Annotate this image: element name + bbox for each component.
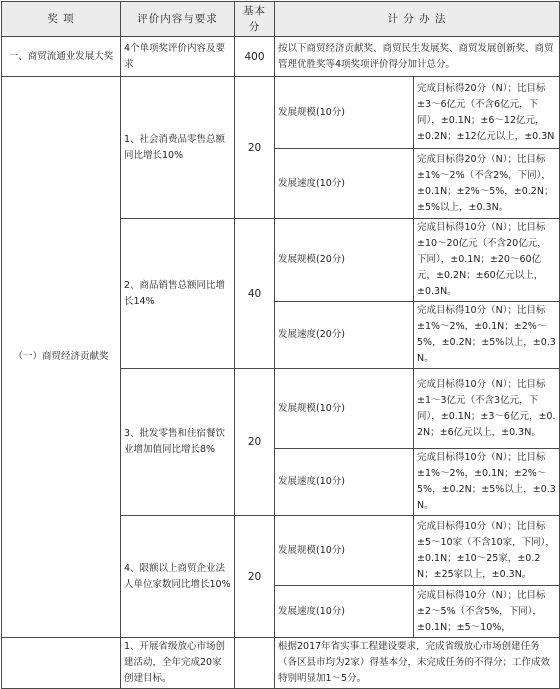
award-cell: 一、商贸流通业发展大奖: [2, 37, 121, 77]
score-cell: 20: [235, 369, 275, 516]
sub-label-cell: 发展速度(20分): [275, 302, 414, 369]
table-row: [2, 77, 560, 149]
method-cell: 根据2017年省实事工程建设要求，完成省级放心市场创建任务（各区县市均为2家）得基本分，未完成任务的不得分；工作成效特别明显加1～5分。: [275, 638, 560, 689]
score-cell: 40: [235, 219, 275, 369]
table-row: [2, 37, 560, 77]
score-cell: 20: [235, 516, 275, 638]
rule-cell: 完成目标得10分（N）；比目标±5～10家（不含10家，下同），±0.1N；±10～25家，±0.2N；±25家以上，±0.3N。: [414, 516, 560, 586]
sub-label-cell: 发展速度(10分): [275, 149, 414, 219]
content-cell: 3、批发零售和住宿餐饮业增加值同比增长8%: [121, 369, 235, 516]
header-method: 计 分 办 法: [275, 2, 560, 37]
rule-cell: 完成目标得10分（N）；比目标±2～5%（不含5%，下同），±0.1N；±5～10%，: [414, 586, 560, 638]
sub-label-cell: 发展规模(20分): [275, 219, 414, 302]
content-cell: 4、限额以上商贸企业法人单位家数同比增长10%: [121, 516, 235, 638]
sub-label-cell: 发展规模(10分): [275, 369, 414, 449]
sub-label-cell: 发展规模(10分): [275, 77, 414, 149]
header-award: 奖 项: [2, 2, 121, 37]
rule-cell: 完成目标得10分（N）；比目标±10～20亿元（不含20亿元，下同），±0.1N；±20～60亿元，±0.2N；±60亿元以上，±0.3N。: [414, 219, 560, 302]
score-cell: 400: [235, 37, 275, 77]
content-cell: 1、社会消费品零售总额同比增长10%: [121, 77, 235, 219]
header-row: [2, 2, 560, 37]
rule-cell: 完成目标得20分（N）；比目标±3～6亿元（不含6亿元，下同），±0.1N；±6～12亿元，±0.2N；±12亿元以上，±0.3N: [414, 77, 560, 149]
content-cell: 2、商品销售总额同比增长14%: [121, 219, 235, 369]
header-content: 评价内容与要求: [121, 2, 235, 37]
rule-cell: 完成目标得10分（N）；比目标±1%～2%，±0.1N；±2%～5%，±0.2N；±5%以上，±0.3N。: [414, 449, 560, 516]
scoring-table: [1, 1, 560, 689]
header-score: 基本分: [235, 2, 275, 37]
content-cell: 1、开展省级放心市场创建活动，全年完成20家创建目标。: [121, 638, 235, 689]
content-cell: 4个单项奖评价内容及要求: [121, 37, 235, 77]
sub-label-cell: 发展速度(10分): [275, 449, 414, 516]
rule-cell: 完成目标得10分（N）；比目标±1～3亿元（不含3亿元，下同），±0.1N；±3～6亿元，±0.2N；±6亿元以上，±0.3N。: [414, 369, 560, 449]
rule-cell: 完成目标得10分（N）；比目标±1%～2%，±0.1N；±2%～5%，±0.2N；±5%以上，±0.3N。: [414, 302, 560, 369]
sub-label-cell: 发展速度(10分): [275, 586, 414, 638]
award-group-cell: （一）商贸经济贡献奖: [2, 77, 121, 638]
score-cell: 20: [235, 77, 275, 219]
method-cell: 按以下商贸经济贡献奖、商贸民生发展奖、商贸发展创新奖、商贸管理优胜奖等4项奖项评价得分加计总分。: [275, 37, 560, 77]
sub-label-cell: 发展规模(10分): [275, 516, 414, 586]
rule-cell: 完成目标得20分（N）；比目标±1%～2%（不含2%，下同），±0.1N；±2%～5%，±0.2N；±5%以上，±0.3N。: [414, 149, 560, 219]
